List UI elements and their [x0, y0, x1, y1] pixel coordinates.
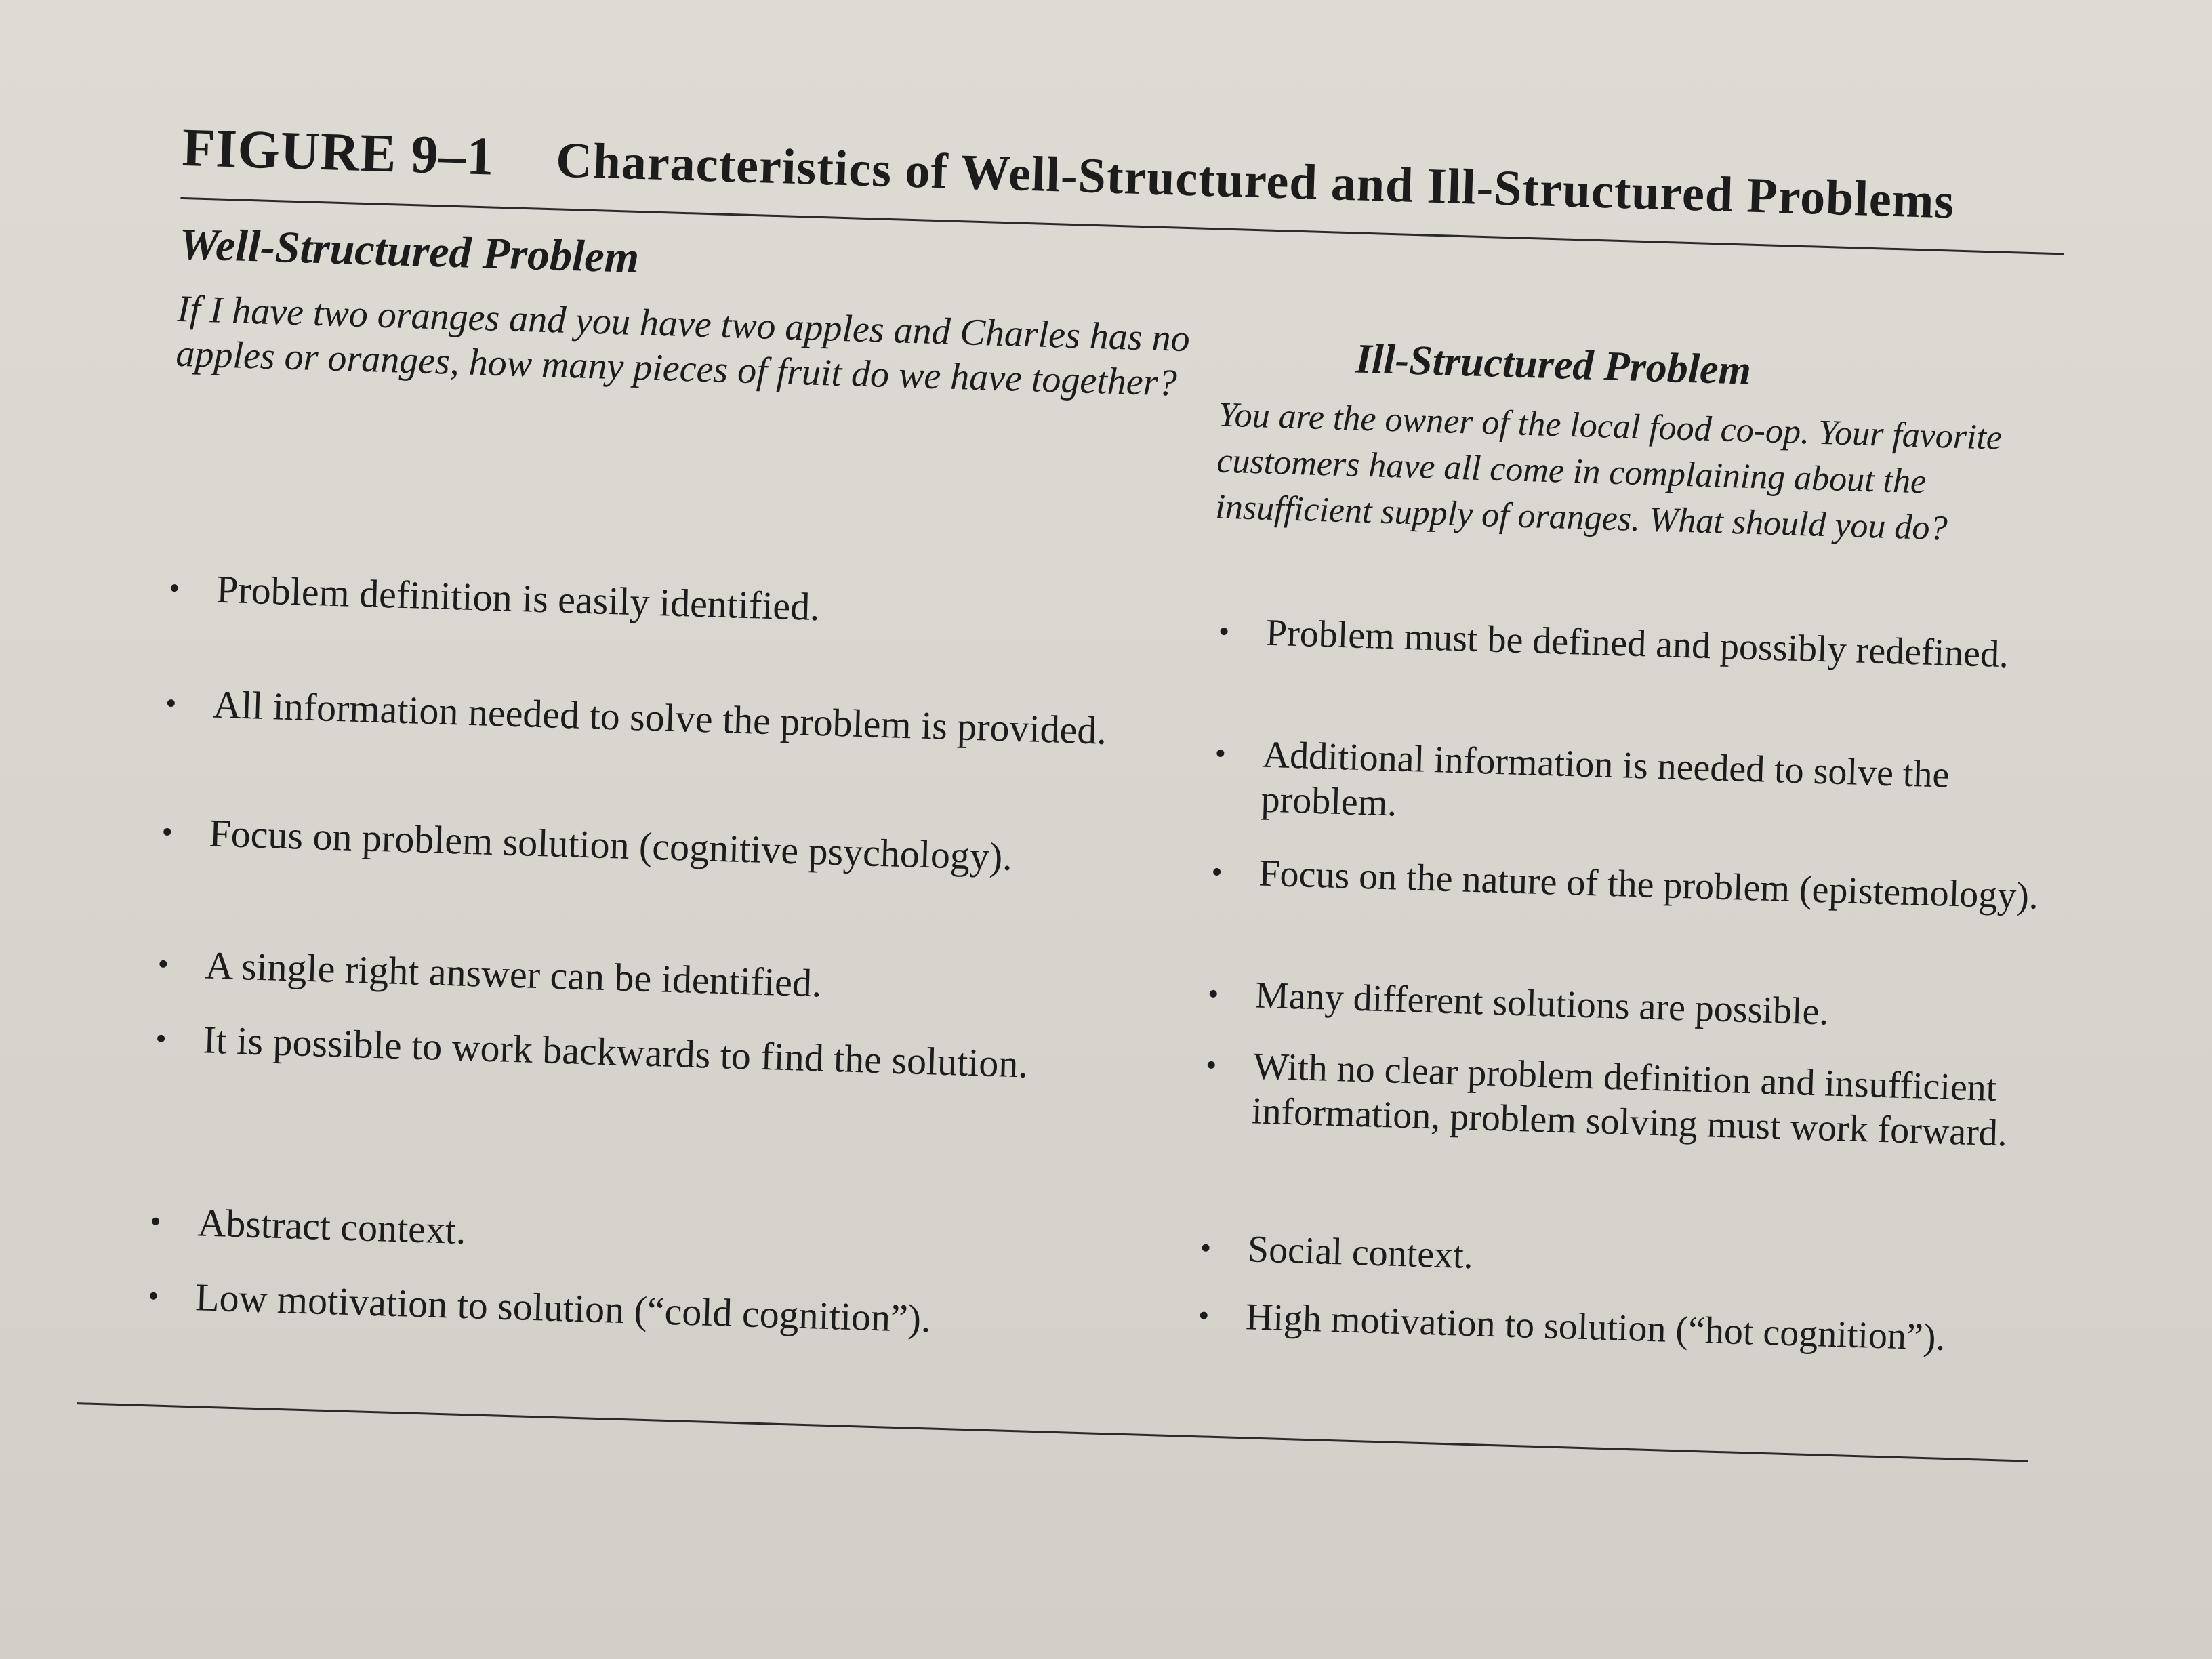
bullet: • [161, 814, 173, 849]
bullet: • [147, 1278, 160, 1313]
bullet: • [149, 1204, 162, 1239]
list-item: • Problem must be defined and possibly redefined. [1216, 609, 2053, 756]
figure-table [74, 115, 2080, 1562]
bullet: • [1200, 1230, 1212, 1265]
bullet: • [1210, 854, 1223, 889]
list-item: • Focus on problem solution (cognitive psychology). [159, 808, 1179, 970]
bullet: • [1197, 1298, 1210, 1333]
list-item: • High motivation to solution (“hot cognition”). [1195, 1293, 2032, 1426]
list-item: • A single right answer can be identified. [157, 940, 1175, 1044]
figure-title: Characteristics of Well-Structured and Ill-Structured Problems [555, 132, 1956, 230]
ill-structured-list [1195, 609, 2052, 1427]
list-item: • It is possible to work backwards to find the solution. [151, 1015, 1172, 1227]
list-item: • All information needed to solve the problem is provided. [163, 680, 1183, 838]
list-item: • Additional information is needed to solve the problem. [1212, 731, 2049, 874]
bullet: • [1207, 976, 1220, 1011]
figure-caption [181, 117, 1955, 232]
bullet: • [1205, 1047, 1218, 1082]
bullet: • [1214, 735, 1227, 771]
list-item: • Focus on the nature of the problem (epistemology). [1208, 849, 2045, 996]
bullet: • [157, 946, 169, 981]
bullet: • [168, 570, 181, 606]
ill-structured-heading: Ill-Structured Problem [1355, 335, 1752, 394]
bullet: • [155, 1021, 167, 1056]
list-item: • Abstract context. [148, 1197, 1167, 1302]
bullet: • [165, 685, 178, 721]
list-item: • Social context. [1199, 1225, 2034, 1317]
list-item: • With no clear problem definition and insufficient information, problem solving must work forward. [1201, 1042, 2039, 1250]
list-item: • Problem definition is easily identified. [166, 565, 1185, 710]
well-structured-list [146, 565, 1186, 1411]
well-structured-heading: Well-Structured Problem [178, 219, 640, 283]
list-item: • Low motivation to solution (“cold cognition”). [146, 1272, 1165, 1410]
list-item: • Many different solutions are possible. [1206, 971, 2042, 1067]
ill-structured-prompt: You are the owner of the local food co-op. Your favorite customers have all come in complaining about the insufficient supply of oranges. What should you do? [1214, 395, 2003, 548]
well-structured-prompt: If I have two oranges and you have two apples and Charles has no apples or oranges, how many pieces of fruit do we have together? [175, 287, 1191, 405]
bullet: • [1218, 613, 1230, 649]
figure-number: FIGURE 9–1 [181, 117, 495, 187]
